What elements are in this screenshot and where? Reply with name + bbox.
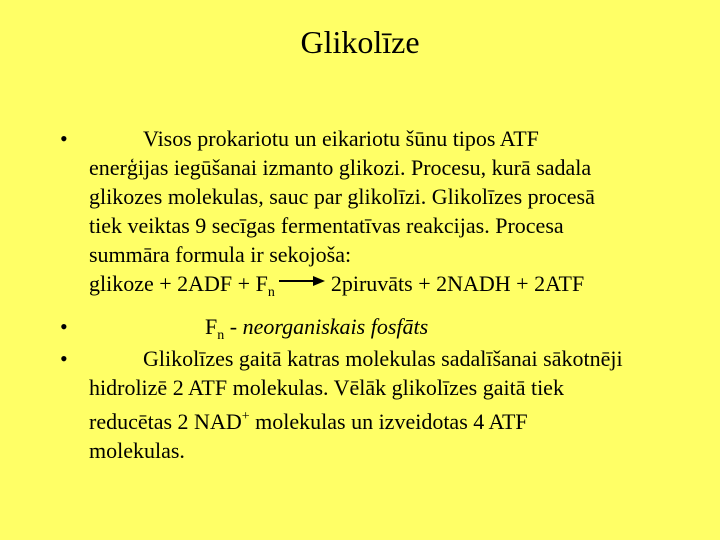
paragraph-1-line-3: glikozes molekulas, sauc par glikolīzi. Glikolīzes procesā [89, 184, 595, 209]
paragraph-1-line-4: tiek veiktas 9 secīgas fermentatīvas reakcijas. Procesa [89, 213, 564, 238]
paragraph-3-line-4: molekulas. [89, 438, 185, 463]
definition-text: neorganiskais fosfāts [242, 314, 429, 339]
paragraph-3-line-1: Glikolīzes gaitā katras molekulas sadalīšanai sākotnēji [143, 346, 623, 371]
paragraph-3 [89, 344, 623, 465]
formula-reactants: glikoze + 2ADF + F [89, 271, 268, 296]
paragraph-3-line-2: hidrolizē 2 ATF molekulas. Vēlāk glikolīzes gaitā tiek [89, 375, 564, 400]
paragraph-1-line-5: summāra formula ir sekojoša: [89, 242, 352, 267]
bullet-1-marker: • [60, 126, 68, 151]
reaction-arrow-icon [279, 274, 325, 288]
formula-products: 2piruvāts + 2NADH + 2ATF [330, 271, 585, 296]
bullet-3-marker: • [60, 346, 68, 371]
paragraph-3-line-3: reducētas 2 NAD+ molekulas un izveidotas 4 ATF [89, 409, 528, 434]
bullet-2-marker: • [60, 314, 68, 339]
formula-subscript: n [267, 285, 275, 300]
definition-dash: - [224, 314, 243, 339]
paragraph-1-line-1: Visos prokariotu un eikariotu šūnu tipos ATF [143, 126, 539, 151]
paragraph-1-line-2: enerģijas iegūšanai izmanto glikozi. Procesu, kurā sadala [89, 155, 592, 180]
slide-title: Glikolīze [300, 24, 420, 60]
paragraph-1 [89, 124, 595, 307]
nad-superscript: + [241, 409, 250, 424]
symbol-fn: F [205, 314, 218, 339]
symbol-fn-subscript: n [217, 328, 225, 343]
formula-line [89, 269, 595, 307]
